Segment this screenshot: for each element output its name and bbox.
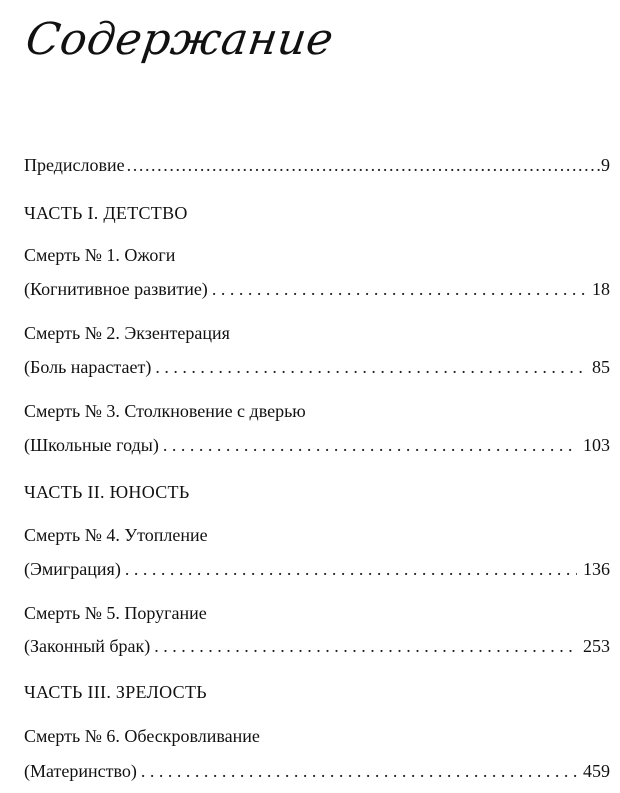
toc-entry-line[interactable]	[24, 635, 610, 657]
toc-page-number: 9	[601, 155, 610, 175]
dot-leader	[125, 558, 577, 580]
toc-entry-line[interactable]	[24, 760, 610, 782]
dot-leader	[163, 434, 577, 456]
toc-entry-subtitle: (Эмиграция)	[24, 559, 121, 579]
toc-entry-subtitle: (Законный брак)	[24, 636, 151, 656]
toc-entry-title[interactable]: Смерть № 4. Утопление	[24, 525, 208, 545]
toc-entry-subtitle: (Школьные годы)	[24, 435, 159, 455]
dot-leader	[212, 278, 586, 300]
toc-entry-title[interactable]: Смерть № 2. Экзентерация	[24, 323, 230, 343]
toc-entry-subtitle: (Боль нарастает)	[24, 357, 152, 377]
toc-entry-label: Предисловие	[24, 155, 125, 175]
toc-entry-line[interactable]	[24, 278, 610, 300]
toc-page-number: 136	[583, 559, 610, 579]
toc-page-number: 103	[583, 435, 610, 455]
page-title: Содержание	[22, 14, 337, 65]
dot-leader	[155, 356, 586, 378]
toc-page-number: 459	[583, 761, 610, 781]
toc-page-number: 85	[592, 357, 610, 377]
toc-entry-subtitle: (Когнитивное развитие)	[24, 279, 208, 299]
toc-page-number: 253	[583, 636, 610, 656]
toc-entry-subtitle: (Материнство)	[24, 761, 137, 781]
toc-entry-preface[interactable]	[24, 154, 610, 176]
toc-page-number: 18	[592, 279, 610, 299]
dot-leader	[154, 635, 577, 657]
toc-entry-title[interactable]: Смерть № 1. Ожоги	[24, 245, 176, 265]
toc-entry-line[interactable]	[24, 356, 610, 378]
dot-leader	[141, 760, 577, 782]
toc-entry-title[interactable]: Смерть № 3. Столкновение с дверью	[24, 401, 306, 421]
toc-entry-line[interactable]	[24, 434, 610, 456]
toc-entry-title[interactable]: Смерть № 5. Поругание	[24, 603, 207, 623]
part-heading: ЧАСТЬ I. ДЕТСТВО	[24, 203, 188, 223]
toc-entry-line[interactable]	[24, 558, 610, 580]
part-heading: ЧАСТЬ II. ЮНОСТЬ	[24, 482, 190, 502]
dot-leader	[127, 154, 601, 176]
part-heading: ЧАСТЬ III. ЗРЕЛОСТЬ	[24, 682, 207, 702]
toc-entry-title[interactable]: Смерть № 6. Обескровливание	[24, 726, 260, 746]
